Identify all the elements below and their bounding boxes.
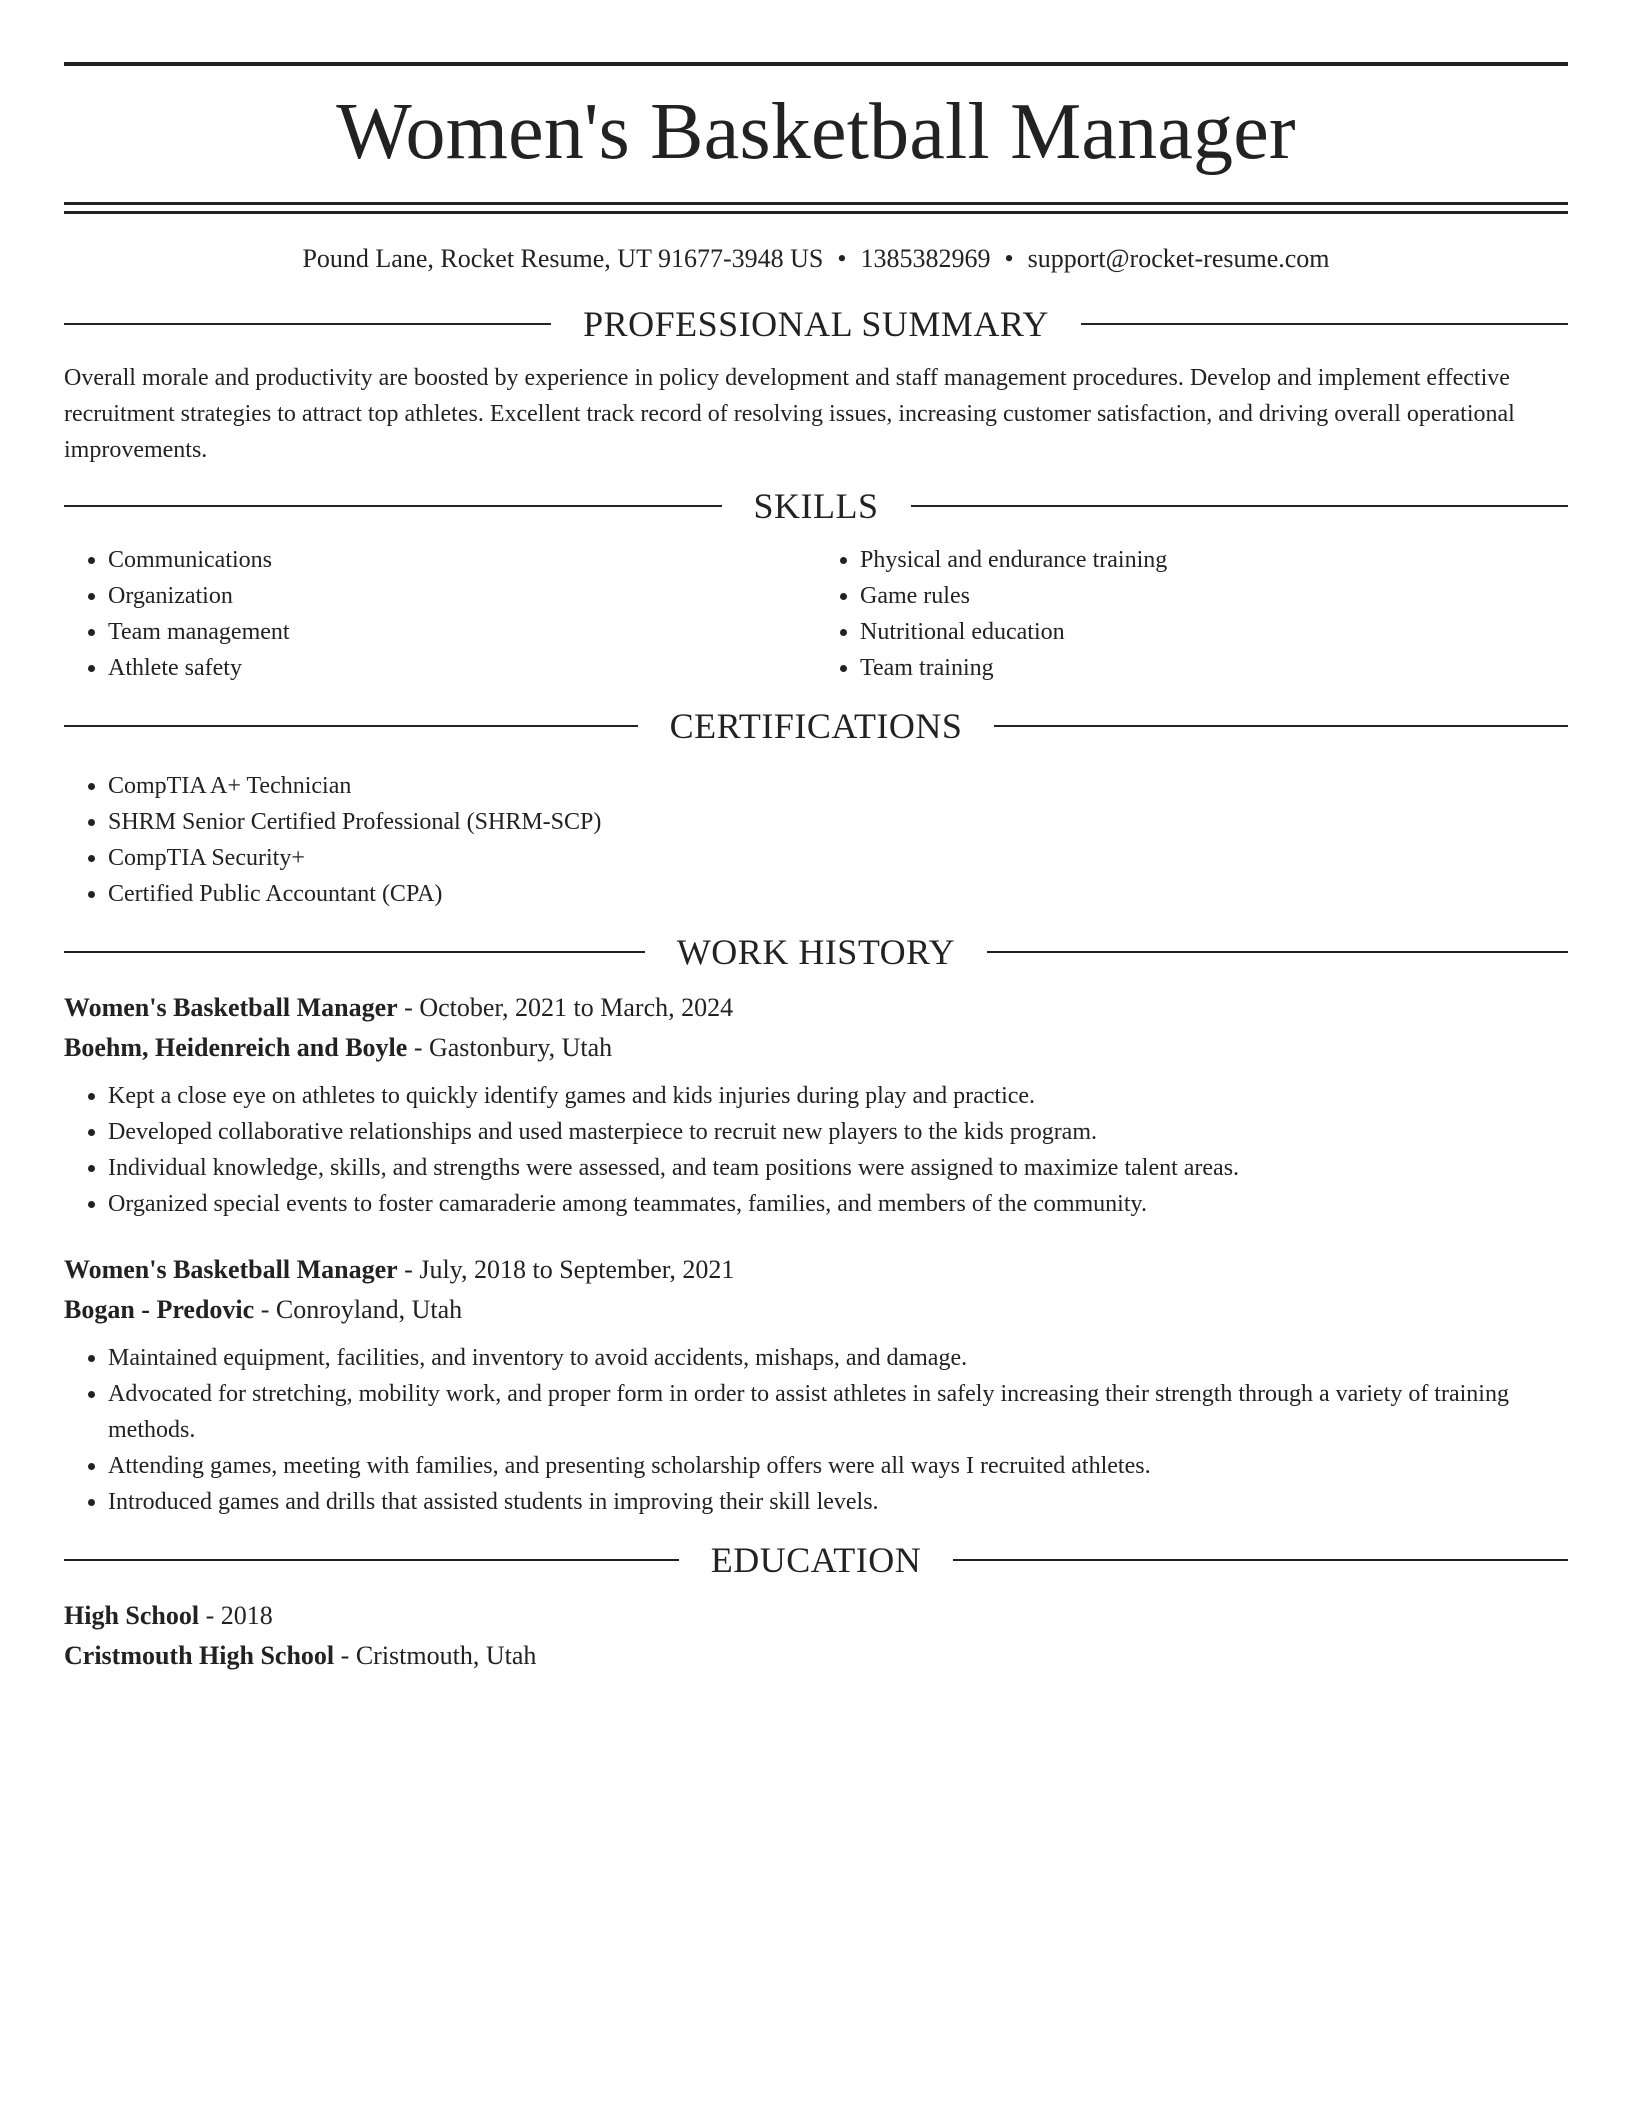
job-company-line — [64, 1290, 1568, 1330]
heading-rule — [64, 725, 638, 727]
contact-phone: 1385382969 — [860, 244, 991, 273]
certification-item: • SHRM Senior Certified Professional (SHRM-SCP) — [108, 804, 1568, 840]
job-bullet: • Kept a close eye on athletes to quickly identify games and kids injuries during play and practice. — [108, 1078, 1568, 1114]
job-location: - Conroyland, Utah — [254, 1295, 463, 1324]
section-heading-certifications — [64, 708, 1568, 744]
title-double-rule — [64, 202, 1568, 214]
job-title-line — [64, 988, 1568, 1028]
education-entry — [64, 1596, 1568, 1676]
skills-column-left — [64, 542, 816, 686]
skill-item: • Nutritional education — [860, 614, 1568, 650]
heading-rule — [1081, 323, 1568, 325]
certification-item: • Certified Public Accountant (CPA) — [108, 876, 1568, 912]
skill-item: • Organization — [108, 578, 816, 614]
heading-rule — [64, 505, 722, 507]
skill-item: • Game rules — [860, 578, 1568, 614]
certification-item: • CompTIA A+ Technician — [108, 768, 1568, 804]
heading-rule — [987, 951, 1568, 953]
job-entry — [64, 988, 1568, 1222]
section-title: SKILLS — [753, 486, 879, 526]
skill-item: • Physical and endurance training — [860, 542, 1568, 578]
job-bullets — [64, 1340, 1568, 1520]
job-bullet: • Individual knowledge, skills, and strengths were assessed, and team positions were assigned to maximize talent areas. — [108, 1150, 1568, 1186]
education-degree: High School — [64, 1601, 200, 1630]
education-degree-line — [64, 1596, 1568, 1636]
skill-item: • Team management — [108, 614, 816, 650]
job-dates: - October, 2021 to March, 2024 — [397, 993, 734, 1022]
heading-rule — [994, 725, 1568, 727]
job-dates: - July, 2018 to September, 2021 — [397, 1255, 735, 1284]
job-title: Women's Basketball Manager — [64, 993, 398, 1022]
education-location: - Cristmouth, Utah — [334, 1641, 537, 1670]
skills-column-right — [816, 542, 1568, 686]
skill-item: • Communications — [108, 542, 816, 578]
heading-rule — [64, 1559, 679, 1561]
job-company: Bogan - Predovic — [64, 1295, 255, 1324]
job-bullet: • Developed collaborative relationships and used masterpiece to recruit new players to the kids program. — [108, 1114, 1568, 1150]
section-title: PROFESSIONAL SUMMARY — [583, 304, 1049, 344]
contact-email: support@rocket-resume.com — [1027, 244, 1330, 273]
contact-line — [64, 246, 1568, 272]
heading-rule — [911, 505, 1569, 507]
education-school: Cristmouth High School — [64, 1641, 335, 1670]
section-heading-work-history — [64, 934, 1568, 970]
skill-item: • Athlete safety — [108, 650, 816, 686]
job-bullet: • Introduced games and drills that assisted students in improving their skill levels. — [108, 1484, 1568, 1520]
resume-title: Women's Basketball Manager — [336, 88, 1296, 176]
job-location: - Gastonbury, Utah — [407, 1033, 613, 1062]
heading-rule — [953, 1559, 1568, 1561]
section-heading-education — [64, 1542, 1568, 1578]
education-school-line — [64, 1636, 1568, 1676]
contact-address: Pound Lane, Rocket Resume, UT 91677-3948 US — [302, 244, 824, 273]
education-year: - 2018 — [199, 1601, 273, 1630]
summary-text: Overall morale and productivity are boosted by experience in policy development and staff management procedures. Develop and implement effective recruitment strategies to attract top athletes. Excellent track record of resolving issues, increasing customer satisfaction, and driving overall operational improvements. — [64, 365, 1515, 463]
job-title-line — [64, 1250, 1568, 1290]
contact-separator: • — [837, 244, 847, 273]
job-bullets — [64, 1078, 1568, 1222]
job-bullet: • Attending games, meeting with families, and presenting scholarship offers were all ways I recruited athletes. — [108, 1448, 1568, 1484]
heading-rule — [64, 323, 551, 325]
heading-rule — [64, 951, 645, 953]
job-entry — [64, 1250, 1568, 1520]
job-bullet: • Organized special events to foster camaraderie among teammates, families, and members of the community. — [108, 1186, 1568, 1222]
section-title: WORK HISTORY — [676, 932, 956, 972]
section-title: CERTIFICATIONS — [669, 706, 963, 746]
section-heading-skills — [64, 488, 1568, 524]
certifications-list — [64, 768, 1568, 912]
job-bullet: • Advocated for stretching, mobility work, and proper form in order to assist athletes in safely increasing their strength through a variety of training methods. — [108, 1376, 1568, 1448]
skill-item: • Team training — [860, 650, 1568, 686]
job-company-line — [64, 1028, 1568, 1068]
top-rule — [64, 62, 1568, 66]
job-title: Women's Basketball Manager — [64, 1255, 398, 1284]
job-bullet: • Maintained equipment, facilities, and inventory to avoid accidents, mishaps, and damage. — [108, 1340, 1568, 1376]
section-heading-summary — [64, 306, 1568, 342]
contact-separator: • — [1004, 244, 1014, 273]
job-company: Boehm, Heidenreich and Boyle — [64, 1033, 408, 1062]
section-title: EDUCATION — [710, 1540, 922, 1580]
certification-item: • CompTIA Security+ — [108, 840, 1568, 876]
skills-list — [64, 542, 1568, 686]
